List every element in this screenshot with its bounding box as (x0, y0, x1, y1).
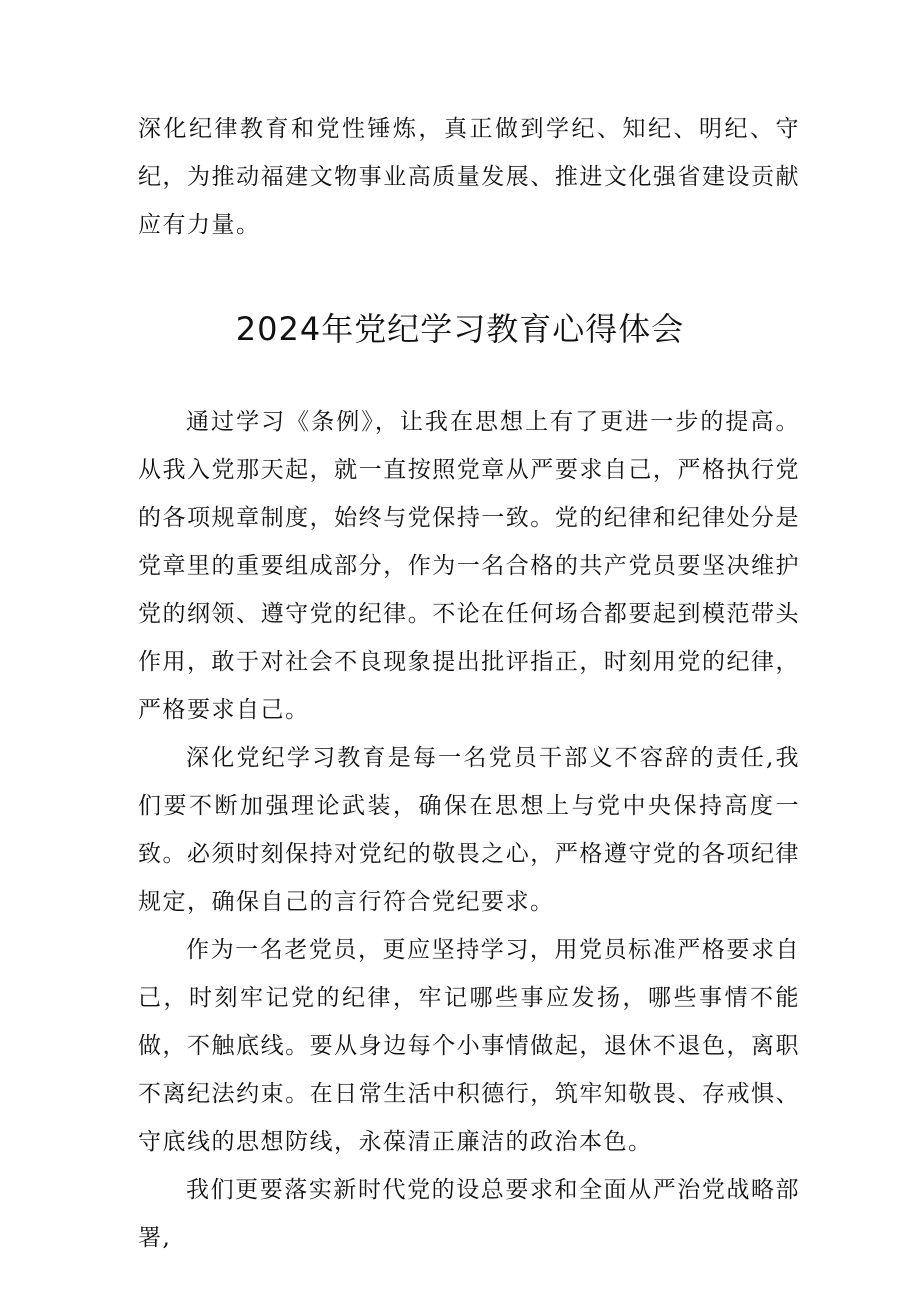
body-paragraph-1: 通过学习《条例》，让我在思想上有了更进一步的提高。从我入党那天起，就一直按照党章从严要求自己，严格执行党的各项规章制度，始终与党保持一致。党的纪律和纪律处分是党章里的重要组成部分，作为一名合格的共产党员要坚决维护党的纲领、遵守党的纪律。不论在任何场合都要起到模范带头作用，敢于对社会不良现象提出批评指正，时刻用党的纪律，严格要求自己。 (138, 409, 800, 723)
body-paragraph-3: 作为一名老党员，更应坚持学习，用党员标准严格要求自己，时刻牢记党的纪律，牢记哪些事应发扬，哪些事情不能做，不触底线。要从身边每个小事情做起，退休不退色，离职不离纪法约束。在日常生活中积德行，筑牢知敬畏、存戒惧、守底线的思想防线，永葆清正廉洁的政治本色。 (138, 937, 800, 1155)
body-paragraph-2: 深化党纪学习教育是每一名党员干部义不容辞的责任,我们要不断加强理论武装，确保在思想上与党中央保持高度一致。必须时刻保持对党纪的敬畏之心，严格遵守党的各项纪律规定，确保自己的言行符合党纪要求。 (138, 745, 800, 915)
intro-paragraph: 深化纪律教育和党性锤炼，真正做到学纪、知纪、明纪、守纪，为推动福建文物事业高质量发展、推进文化强省建设贡献应有力量。 (138, 116, 800, 238)
document-title: 2024年党纪学习教育心得体会 (235, 310, 685, 348)
document-body (138, 398, 800, 1262)
body-paragraph-4: 我们更要落实新时代党的设总要求和全面从严治党战略部署, (138, 1177, 800, 1251)
